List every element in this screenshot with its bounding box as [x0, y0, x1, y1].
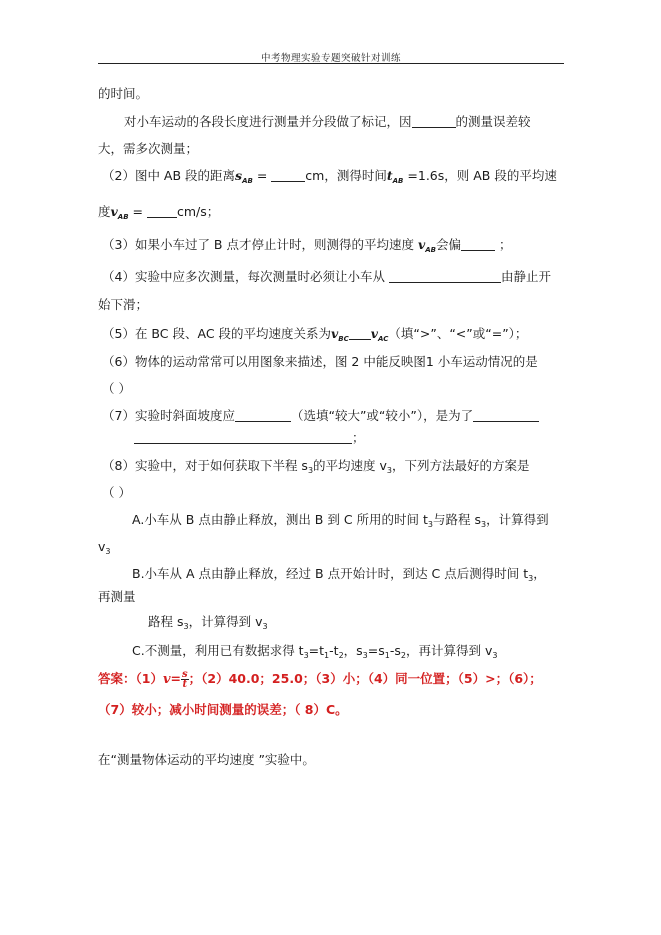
question-4-line: （4）实验中应多次测量，每次测量时必须让小车从 由静止开: [102, 269, 551, 284]
question-6-line: （6）物体的运动常常可以用图象来描述，图 2 中能反映图1 小车运动情况的是: [102, 354, 538, 369]
answer-blank[interactable]: [271, 169, 305, 182]
next-question-intro: 在“测量物体运动的平均速度 ”实验中。: [98, 752, 315, 767]
answer-blank[interactable]: [235, 409, 291, 422]
option-b-line-3: 路程 $s_3$，计算得到 $v_3$: [148, 614, 268, 631]
option-b-line-2: 再测量: [98, 589, 136, 604]
question-8-line-2: （ ）: [102, 485, 131, 500]
answer-blank[interactable]: [412, 115, 456, 128]
page-header-title: 中考物理实验专题突破针对训练: [260, 53, 401, 64]
text-line-1: 的时间。: [98, 86, 149, 101]
answer-blank[interactable]: [389, 270, 501, 283]
option-b-line: B.小车从 A 点由静止释放，经过 B 点开始计时，到达 C 点后测得时间 $t_3$，: [132, 566, 546, 583]
option-c-line: C.不测量，利用已有数据求得 $t_3=t_1-t_2$，$s_3=s_1-s_2$，再计算得到 $v_3$: [132, 643, 498, 660]
question-7-line: （7）实验时斜面坡度应 （选填“较大”或“较小”），是为了: [102, 408, 539, 424]
question-2-line-2: 度$v_{AB} = cm/s$；: [98, 204, 220, 221]
answer-blank[interactable]: [134, 431, 352, 444]
question-6-line-2: （ ）: [102, 381, 131, 396]
text-line-2: 对小车运动的各段长度进行测量并分段做了标记，因 的测量误差较: [124, 114, 531, 129]
header-rule: [98, 63, 564, 64]
option-a-line: A.小车从 B 点由静止释放，测出 B 到 C 所用的时间 $t_3$与路程 $s_3$，计算得到: [132, 512, 549, 529]
answer-blank[interactable]: [473, 409, 539, 422]
question-4-line-2: 始下滑；: [98, 297, 149, 312]
answer-blank[interactable]: [349, 327, 371, 340]
answer-blank[interactable]: [461, 238, 495, 251]
option-a-line-2: $v_3$: [98, 539, 111, 556]
question-2-line: （2）图中 AB 段的距离$s_{AB}$ = cm，测得时间$t_{AB} =1.6s$，则 AB 段的平均速: [102, 168, 557, 185]
answer-blank[interactable]: [147, 205, 177, 218]
answer-line-2: （7）较小；减小时间测量的误差；（ 8）C。: [98, 702, 348, 717]
formula-fraction: $\frac{s}{t}$: [182, 669, 188, 690]
answer-line-1: 答案：（1）v= $\frac{s}{t}$ ；（2）40.0；25.0；（3）小；（4）同一位置；（5）>；（6）；: [98, 669, 542, 690]
question-8-line: （8）实验中，对于如何获取下半程 $s_3$的平均速度 $v_3$，下列方法最好的方案是: [102, 458, 530, 475]
question-7-line-2: ；: [134, 430, 365, 446]
question-5-line: （5）在 BC 段、AC 段的平均速度关系为$v_{BC}$ $v_{AC}$（填“>”、“<”或“=”）；: [102, 326, 528, 343]
question-3-line: （3）如果小车过了 B 点才停止计时，则测得的平均速度 $v_{AB}$会偏 ；: [102, 237, 512, 254]
text-line-3: 大，需多次测量；: [98, 141, 199, 156]
